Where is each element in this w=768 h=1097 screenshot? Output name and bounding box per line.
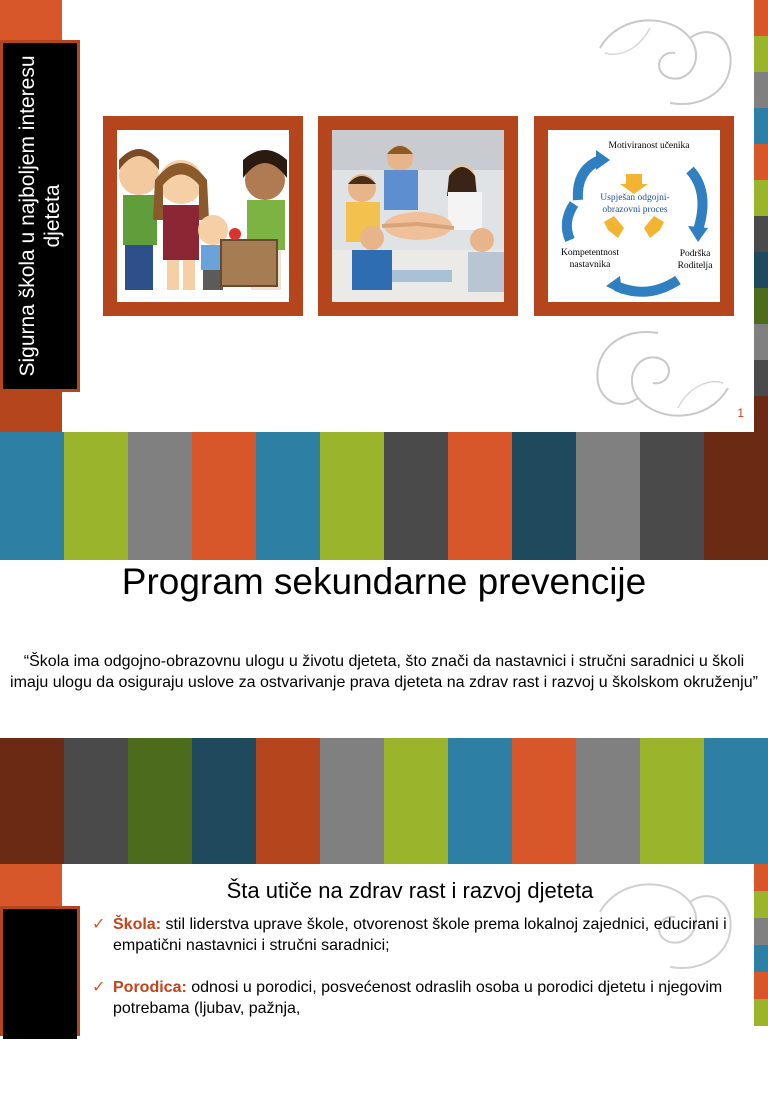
diagram-left-label: Kompetentnost nastavnika <box>560 248 620 270</box>
checkmark-icon: ✓ <box>92 916 106 933</box>
swirl-ornament-top <box>590 8 740 118</box>
right-color-strip <box>754 864 768 1024</box>
diagram-center-label: Uspješan odgojni-obrazovni proces <box>600 193 670 215</box>
checkmark-icon: ✓ <box>92 979 106 996</box>
slide-3-title: Šta utiče na zdrav rast i razvoj djeteta <box>226 878 594 903</box>
family-cartoon-frame <box>103 116 303 316</box>
slide-1-vertical-title: Sigurna škola u najboljem interesu djeteta <box>16 55 64 377</box>
bottom-color-bar <box>0 738 768 864</box>
slide-3 <box>0 864 768 1097</box>
list-item-keyword: Porodica: <box>113 979 187 996</box>
family-cartoon-image <box>117 130 289 302</box>
list-item <box>92 914 732 956</box>
slide-2-quote: “Škola ima odgojno-obrazovnu ulogu u životu djeteta, što znači da nastavnici i stručni saradnici u školi imaju ulogu da osiguraju uslove za ostvarivanje prava djeteta na zdrav rast i razvoj u školskom okruženju” <box>10 653 758 691</box>
kids-teamwork-photo <box>332 130 504 302</box>
slide-3-vertical-title: ćnosti <box>33 1042 56 1097</box>
diagram-right-label: Podrška Roditelja <box>677 249 713 271</box>
slide-number: 1 <box>737 406 744 420</box>
slide-2 <box>0 432 768 864</box>
list-item <box>92 977 732 1019</box>
top-color-bar <box>0 432 768 560</box>
right-color-strip <box>754 0 768 432</box>
cycle-diagram-frame <box>534 116 734 316</box>
kids-hands-photo-frame <box>318 116 518 316</box>
cycle-arrows-graphic <box>548 130 720 302</box>
factor-list <box>92 914 732 1040</box>
swirl-ornament-bottom <box>588 318 738 428</box>
slide-1 <box>0 0 768 432</box>
vertical-title-box <box>0 40 80 392</box>
slide-2-title: Program sekundarne prevencije <box>121 561 647 602</box>
list-item-text: odnosi u porodici, posvećenost odraslih osoba u porodici djetetu i njegovim potrebama (ljubav, pažnja, <box>113 979 723 1017</box>
list-item-keyword: Škola: <box>113 916 162 933</box>
list-item-text: stil liderstva uprave škole, otvorenost škole prema lokalnoj zajednici, educirani i empatični nastavnici i stručni saradnici; <box>113 916 727 954</box>
diagram-top-label: Motiviranost učenika <box>608 141 690 151</box>
vertical-title-box <box>0 906 80 1097</box>
